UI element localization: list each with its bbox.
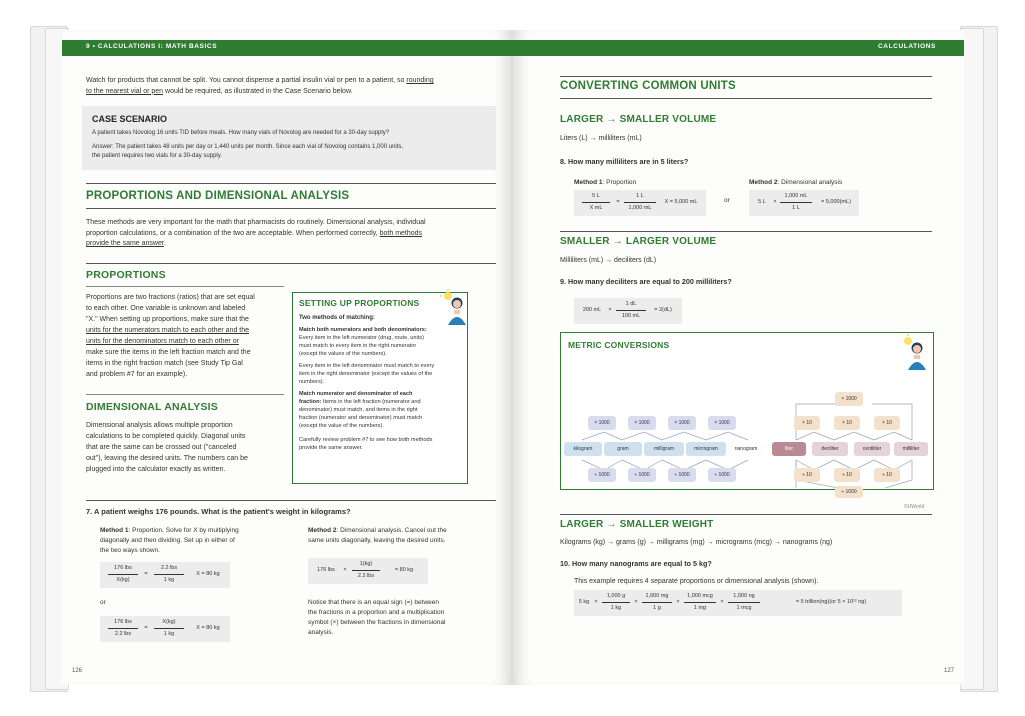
- method-1-label: Method 1: [100, 527, 129, 534]
- setup-line: numbers).: [299, 379, 325, 385]
- case-question: A patient takes Novolog 16 units TID before meals. How many vials of Novolog are needed for a 30-day supply?: [92, 130, 390, 136]
- unit-kilogram: kilogram: [564, 442, 602, 456]
- unit-liter: liter: [772, 442, 806, 456]
- frac-den: 100 mL: [621, 313, 641, 319]
- op-divide-1000: ÷ 1000: [668, 468, 696, 482]
- frac-line: [154, 574, 184, 575]
- right-page: [512, 30, 964, 685]
- method-2-text: : Dimensional analysis: [777, 179, 843, 186]
- proportions-subrule: [86, 286, 284, 287]
- equals-sign: =: [144, 625, 148, 631]
- frac-num: 1,000 g: [606, 593, 626, 599]
- setup-subtitle: Two methods of matching:: [299, 315, 375, 321]
- unit-deciliter: deciliter: [812, 442, 848, 456]
- methods-period: .: [163, 240, 166, 247]
- page-number-right: 127: [943, 668, 954, 674]
- notice-paragraph: [308, 598, 498, 638]
- times-sign: ×: [720, 599, 724, 605]
- frac-num: 1,000 mg: [645, 593, 669, 599]
- dimensional-rule: [86, 394, 284, 395]
- setup-line: denominator) must match, and items in the right: [299, 407, 418, 413]
- proportions-paragraph: [86, 292, 286, 380]
- or-label: or: [724, 197, 730, 204]
- op-divide-1000: ÷ 1000: [708, 468, 736, 482]
- case-answer-1: Answer: The patient takes 48 units per day or 1,440 units per month. Since each vial of Novolog contains 1,000 units,: [92, 144, 404, 150]
- section-rule-bottom: [86, 208, 496, 209]
- frac-line: [684, 602, 716, 603]
- setup-m1b-text: [299, 362, 465, 386]
- problem-7-method-2: [308, 526, 498, 546]
- problem-8-method-2: [749, 178, 842, 187]
- setup-line: Carefully review problem #7 to see how both methods: [299, 437, 433, 443]
- times-sign: ×: [594, 599, 598, 605]
- result: = 5 trillion(ng)(or 5 × 10¹² ng): [795, 599, 867, 605]
- heading-proportions-dimensional: PROPORTIONS AND DIMENSIONAL ANALYSIS: [86, 190, 350, 202]
- converting-rule-top: [560, 76, 932, 77]
- frac-num: 1,000 mcg: [687, 593, 713, 599]
- frac-den: 1 kg: [163, 631, 175, 637]
- dim-start: 176 lbs: [317, 567, 335, 573]
- heading-larger-smaller-weight: LARGER → SMALLER WEIGHT: [560, 519, 714, 530]
- frac-num: 5 L: [592, 193, 600, 199]
- intro-text-2: would be required, as illustrated in the Case Scenario below.: [163, 87, 353, 95]
- setup-m1-text: [299, 334, 465, 358]
- prop-line: units for the denominators match to each other or: [86, 338, 239, 345]
- result: = 5,000(mL): [821, 199, 851, 205]
- frac-num: 1 dL: [625, 301, 637, 307]
- frac-num: 176 lbs: [114, 565, 132, 571]
- frac-den: 1 kg: [163, 577, 175, 583]
- method-2-text: : Dimensional analysis. Cancel out the: [336, 527, 447, 534]
- method-2-label: Method 2: [308, 527, 337, 534]
- times-sign: ×: [773, 199, 777, 205]
- frac-den: 1 L: [792, 205, 800, 211]
- setup-line: item in the right denominator (except the values of the: [299, 371, 433, 377]
- section-rule-top: [86, 183, 496, 184]
- heading-larger-smaller-volume: LARGER → SMALLER VOLUME: [560, 114, 717, 125]
- methods-line-2: proportion calculations, or a combination of the two are acceptable. When performed correctly,: [86, 229, 380, 237]
- setup-title: SETTING UP PROPORTIONS: [299, 298, 420, 308]
- chapter-header-band-right: [512, 40, 964, 56]
- op-multiply-10: × 10: [834, 416, 860, 430]
- setup-m1-title: Match both numerators and both denominators:: [299, 327, 427, 333]
- dim-start: 200 mL: [582, 307, 602, 313]
- setup-line: fraction (numerator and denominator) must match: [299, 415, 423, 421]
- case-scenario-title: CASE SCENARIO: [92, 114, 168, 124]
- proportions-rule: [86, 263, 496, 264]
- prop-line: "X." When setting up proportions, make sure that the: [86, 316, 249, 323]
- op-multiply-1000: × 1000: [588, 416, 616, 430]
- op-divide-1000-total: ÷ 1000: [835, 486, 863, 498]
- notice-line: the fractions in a proportion and a multiplication: [308, 609, 445, 616]
- setup-m2-title: Match numerator and denominator of each: [299, 391, 413, 397]
- method-1-text3: the two ways shown.: [100, 547, 160, 554]
- dim-line: plugged into the calculator exactly as written.: [86, 466, 226, 473]
- s2l-rule: [560, 231, 932, 232]
- setup-line: Every item in the left denominator must match to every: [299, 363, 435, 369]
- page-number-left: 126: [72, 668, 83, 674]
- result: X = 80 kg: [196, 625, 220, 631]
- converting-rule-bottom: [560, 98, 932, 99]
- dim-line: out"), leaving the desired units. The numbers can be: [86, 455, 248, 462]
- op-divide-1000: ÷ 1000: [588, 468, 616, 482]
- study-tip-gal-avatar: [440, 289, 470, 325]
- frac-den: 1 kg: [610, 605, 622, 611]
- frac-line: [582, 202, 610, 203]
- prop-line: units for the numerators match to each other and the: [86, 327, 250, 334]
- prop-line: and problem #7 for an example).: [86, 371, 188, 378]
- or-label: or: [100, 599, 106, 606]
- setup-m2-text: [299, 390, 465, 430]
- method-2-label: Method 2: [749, 179, 778, 186]
- frac-den: X mL: [589, 205, 603, 211]
- op-divide-10: ÷ 10: [874, 468, 900, 482]
- problem-8-method-1: [574, 178, 636, 187]
- method-1-text: : Proportion: [602, 179, 637, 186]
- frac-line: [728, 602, 760, 603]
- frac-den: 2.2 lbs: [114, 631, 132, 637]
- dimensional-paragraph: [86, 420, 286, 475]
- methods-underline-1: both methods: [379, 229, 423, 237]
- dim-line: Dimensional analysis allows multiple proportion: [86, 422, 233, 429]
- chapter-header: 9 • CALCULATIONS I: MATH BASICS: [86, 43, 218, 50]
- problem-8-question: 8. How many milliliters are in 5 liters?: [560, 157, 689, 166]
- problem-10-note: This example requires 4 separate proportions or dimensional analysis (shown).: [574, 578, 819, 585]
- result: = 2(dL): [654, 307, 672, 313]
- frac-den: 1 mg: [693, 605, 707, 611]
- intro-underline-2: to the nearest vial or pen: [86, 87, 164, 95]
- metric-title: METRIC CONVERSIONS: [568, 340, 670, 350]
- setup-line: (except the value of the numbers).: [299, 423, 384, 429]
- problem-7-method-1: [100, 526, 285, 556]
- dim-start: 5 L: [758, 199, 766, 205]
- heading-proportions: PROPORTIONS: [86, 269, 166, 281]
- setup-line: (except the values of the numbers).: [299, 351, 387, 357]
- op-multiply-1000: × 1000: [668, 416, 696, 430]
- op-multiply-1000-total: × 1000: [835, 392, 863, 406]
- op-divide-10: ÷ 10: [834, 468, 860, 482]
- frac-line: [642, 602, 672, 603]
- frac-line: [616, 310, 646, 311]
- setup-line: provide the same answer.: [299, 445, 363, 451]
- problem-7-question: 7. A patient weighs 176 pounds. What is the patient's weight in kilograms?: [86, 507, 351, 516]
- method-1-text: : Proportion. Solve for X by multiplying: [128, 527, 239, 534]
- heading-converting-units: CONVERTING COMMON UNITS: [560, 80, 736, 92]
- setup-m3-text: [299, 436, 465, 452]
- weight-rule: [560, 514, 932, 515]
- copyright-credit: ©UWorld: [904, 504, 925, 510]
- heading-dimensional: DIMENSIONAL ANALYSIS: [86, 401, 218, 413]
- unit-milligram: milligram: [644, 442, 684, 456]
- intro-paragraph: [86, 76, 496, 97]
- frac-num: 1 L: [636, 193, 644, 199]
- frac-den: 1 g: [653, 605, 661, 611]
- frac-num: 1(kg): [359, 561, 373, 567]
- liters-to-ml: Liters (L) → milliliters (mL): [560, 135, 642, 142]
- frac-line: [108, 628, 138, 629]
- op-multiply-10: × 10: [794, 416, 820, 430]
- frac-num: 1,000 mL: [784, 193, 808, 199]
- result: = 80 kg: [394, 567, 414, 573]
- result: X = 5,000 mL: [664, 199, 698, 205]
- op-divide-10: ÷ 10: [794, 468, 820, 482]
- frac-line: [108, 574, 138, 575]
- frac-den: 2.2 lbs: [357, 573, 375, 579]
- times-sign: ×: [343, 567, 347, 573]
- prop-line: to each other. One variable is unknown and labeled: [86, 305, 246, 312]
- dim-line: calculations to be completed quickly. Diagonal units: [86, 433, 246, 440]
- frac-den: 1 mcg: [736, 605, 752, 611]
- intro-text-1: Watch for products that cannot be split. You cannot dispense a partial insulin vial or pen to a patient, so: [86, 77, 407, 84]
- setup-line: must match to every item in the right numerator: [299, 343, 417, 349]
- frac-line: [624, 202, 656, 203]
- heading-smaller-larger-volume: SMALLER → LARGER VOLUME: [560, 236, 717, 247]
- problem-7-rule: [86, 500, 496, 501]
- setup-line: Items in the left fraction (numerator and: [321, 399, 421, 405]
- frac-num: 176 lbs: [114, 619, 132, 625]
- notice-line: analysis.: [308, 629, 334, 636]
- unit-centiliter: centiliter: [854, 442, 890, 456]
- dim-start: 5 kg: [578, 599, 590, 605]
- left-page: [62, 30, 512, 685]
- frac-num: 1,000 ng: [733, 593, 755, 599]
- method-1-text2: diagonally and then dividing. Set up in either of: [100, 537, 235, 544]
- frac-line: [352, 570, 380, 571]
- unit-gram: gram: [604, 442, 642, 456]
- prop-line: items in the right fraction match (see Study Tip Gal: [86, 360, 243, 367]
- problem-10-question: 10. How many nanograms are equal to 5 kg?: [560, 559, 712, 568]
- times-sign: ×: [634, 599, 638, 605]
- prop-line: make sure the items in the left fraction match and the: [86, 349, 251, 356]
- setup-line: Every item in the left numerator (drug, route, units): [299, 335, 424, 341]
- equals-sign: =: [616, 199, 620, 205]
- case-answer-2: the patient requires two vials for a 30-day supply.: [92, 153, 222, 159]
- frac-num: X(kg): [162, 619, 176, 625]
- setup-m2-title2: fraction:: [299, 399, 322, 405]
- unit-microgram: microgram: [686, 442, 726, 456]
- times-sign: ×: [676, 599, 680, 605]
- problem-9-question: 9. How many deciliters are equal to 200 milliliters?: [560, 277, 732, 286]
- times-sign: ×: [608, 307, 612, 313]
- frac-num: 2.2 lbs: [160, 565, 178, 571]
- notice-line: Notice that there is an equal sign (=) between: [308, 599, 439, 606]
- methods-paragraph: [86, 218, 500, 250]
- chapter-header-band: [62, 40, 512, 56]
- op-multiply-10: × 10: [874, 416, 900, 430]
- frac-den: 1,000 mL: [628, 205, 652, 211]
- equals-sign: =: [144, 571, 148, 577]
- dim-line: that are the same can be crossed out ("canceled: [86, 444, 237, 451]
- notice-line: symbol (×) between the fractions in dimensional: [308, 619, 446, 626]
- op-multiply-1000: × 1000: [628, 416, 656, 430]
- ml-to-dl: Milliliters (mL) → deciliters (dL): [560, 257, 657, 264]
- method-1-label: Method 1: [574, 179, 603, 186]
- conversion-arrows: [560, 332, 932, 488]
- prop-line: Proportions are two fractions (ratios) that are set equal: [86, 294, 255, 301]
- result: X = 80 kg: [196, 571, 220, 577]
- frac-den: X(kg): [116, 577, 130, 583]
- method-2-text2: same units diagonally, leaving the desired units.: [308, 537, 446, 544]
- weight-chain: Kilograms (kg) → grams (g) → milligrams (mg) → micrograms (mcg) → nanograms (ng): [560, 539, 833, 546]
- op-multiply-1000: × 1000: [708, 416, 736, 430]
- methods-underline-2: provide the same answer: [86, 240, 164, 247]
- frac-line: [602, 602, 630, 603]
- op-divide-1000: ÷ 1000: [628, 468, 656, 482]
- frac-line: [780, 202, 812, 203]
- frac-line: [154, 628, 184, 629]
- unit-nanogram: nanogram: [728, 442, 764, 456]
- methods-line-1: These methods are very important for the math that pharmacists do routinely. Dimensional analysis, individual: [86, 219, 426, 226]
- intro-underline-1: rounding: [406, 77, 434, 84]
- unit-milliliter: milliliter: [894, 442, 928, 456]
- chapter-header-right: CALCULATIONS: [878, 43, 936, 50]
